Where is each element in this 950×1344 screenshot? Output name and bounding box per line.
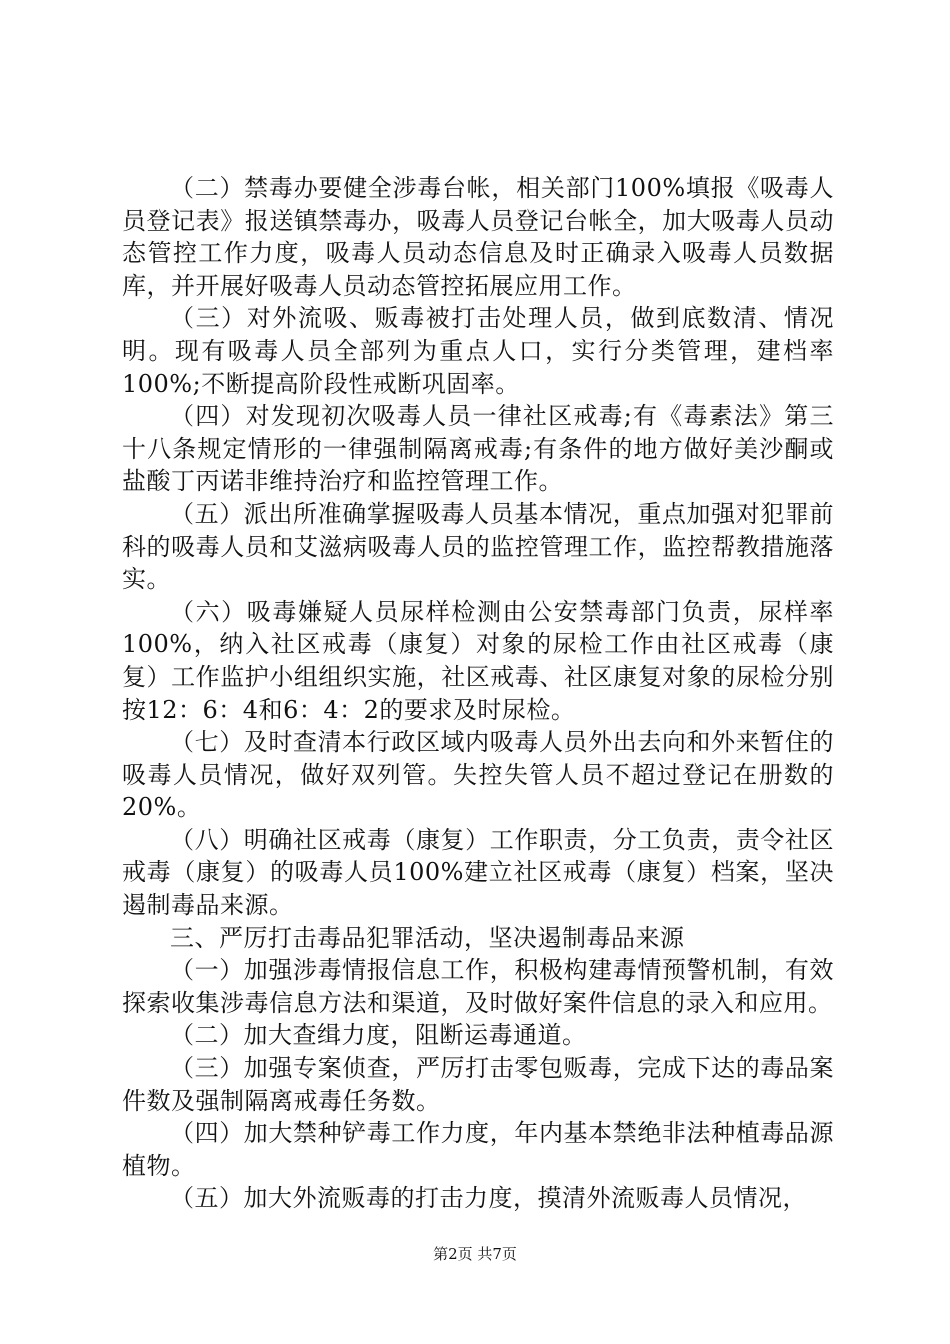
paragraph-6: （六）吸毒嫌疑人员尿样检测由公安禁毒部门负责，尿样率100%，纳入社区戒毒（康复）对象的尿检工作由社区戒毒（康复）工作监护小组组织实施，社区戒毒、社区康复对象的尿检分别按12：6：4和6：4：2的要求及时尿检。 <box>122 597 834 724</box>
paragraph-3-4: （四）加大禁种铲毒工作力度，年内基本禁绝非法种植毒品源植物。 <box>122 1119 834 1180</box>
paragraph-3-1: （一）加强涉毒情报信息工作，积极构建毒情预警机制，有效探索收集涉毒信息方法和渠道，及时做好案件信息的录入和应用。 <box>122 956 834 1017</box>
document-body <box>122 172 834 1215</box>
paragraph-3-3: （三）加强专案侦查，严厉打击零包贩毒，完成下达的毒品案件数及强制隔离戒毒任务数。 <box>122 1054 834 1115</box>
paragraph-3: （三）对外流吸、贩毒被打击处理人员，做到底数清、情况明。现有吸毒人员全部列为重点人口，实行分类管理，建档率100%;不断提高阶段性戒断巩固率。 <box>122 304 834 398</box>
page-number: 第2页 共7页 <box>433 1245 517 1263</box>
paragraph-4: （四）对发现初次吸毒人员一律社区戒毒;有《毒素法》第三十八条规定情形的一律强制隔离戒毒;有条件的地方做好美沙酮或盐酸丁丙诺非维持治疗和监控管理工作。 <box>122 402 834 496</box>
paragraph-8: （八）明确社区戒毒（康复）工作职责，分工负责，责令社区戒毒（康复）的吸毒人员100%建立社区戒毒（康复）档案，坚决遏制毒品来源。 <box>122 825 834 920</box>
paragraph-5: （五）派出所准确掌握吸毒人员基本情况，重点加强对犯罪前科的吸毒人员和艾滋病吸毒人员的监控管理工作，监控帮教措施落实。 <box>122 499 834 594</box>
paragraph-7: （七）及时查清本行政区域内吸毒人员外出去向和外来暂住的吸毒人员情况，做好双列管。失控失管人员不超过登记在册数的20%。 <box>122 728 834 822</box>
paragraph-3-5: （五）加大外流贩毒的打击力度，摸清外流贩毒人员情况， <box>170 1184 807 1213</box>
paragraph-2: （二）禁毒办要健全涉毒台帐，相关部门100%填报《吸毒人员登记表》报送镇禁毒办，吸毒人员登记台帐全，加大吸毒人员动态管控工作力度，吸毒人员动态信息及时正确录入吸毒人员数据库，并开展好吸毒人员动态管控拓展应用工作。 <box>122 174 834 300</box>
paragraph-3-2: （二）加大查缉力度，阻断运毒通道。 <box>170 1021 587 1050</box>
section-heading: 三、严厉打击毒品犯罪活动，坚决遏制毒品来源 <box>170 923 685 952</box>
page-footer <box>0 1244 950 1264</box>
